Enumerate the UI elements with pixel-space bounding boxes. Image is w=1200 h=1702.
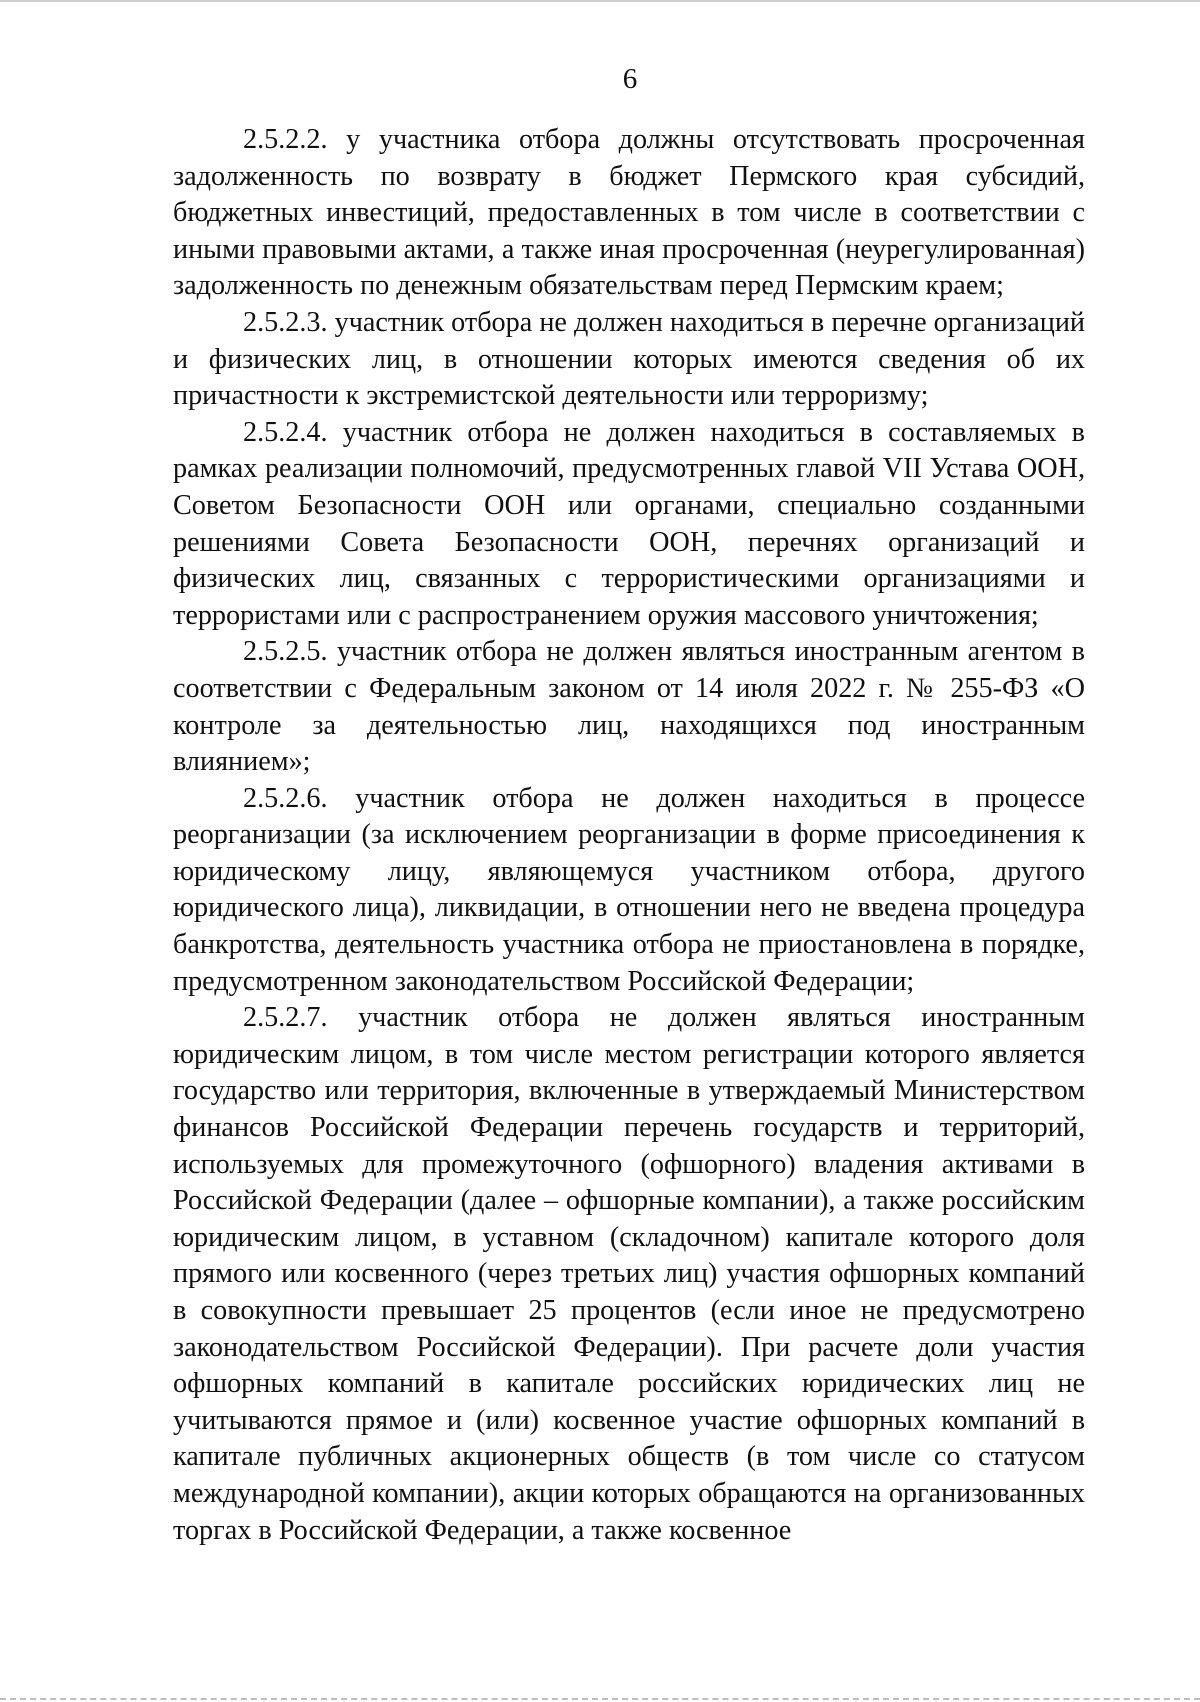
scan-top-edge: [0, 0, 1200, 2]
paragraph-2-5-2-4: 2.5.2.4. участник отбора не должен находиться в составляемых в рамках реализации полномочий, предусмотренных главой VII Устава ООН, Советом Безопасности ООН или органами, специально созданными решениями Совета Безопасности ООН, перечнях организаций и физических лиц, связанных с террористическими организациями и террористами или с распространением оружия массового уничтожения;: [173, 416, 1085, 631]
paragraph-2-5-2-3: 2.5.2.3. участник отбора не должен находиться в перечне организаций и физических лиц, в отношении которых имеются сведения об их причастности к экстремистской деятельности или терроризму;: [173, 306, 1085, 412]
document-body: [173, 122, 1085, 1549]
paragraph-2-5-2-7: 2.5.2.7. участник отбора не должен являться иностранным юридическим лицом, в том числе местом регистрации которого является государство или территория, включенные в утверждаемый Министерством финансов Российской Федерации перечень государств и территорий, используемых для промежуточного (офшорного) владения активами в Российской Федерации (далее – офшорные компании), а также российским юридическим лицом, в уставном (складочном) капитале которого доля прямого или косвенного (через третьих лиц) участия офшорных компаний в совокупности превышает 25 процентов (если иное не предусмотрено законодательством Российской Федерации). При расчете доли участия офшорных компаний в капитале российских юридических лиц не учитываются прямое и (или) косвенное участие офшорных компаний в капитале публичных акционерных обществ (в том числе со статусом международной компании), акции которых обращаются на организованных торгах в Российской Федерации, а также косвенное: [173, 1002, 1085, 1546]
page-number: 6: [622, 63, 638, 95]
paragraph-2-5-2-6: 2.5.2.6. участник отбора не должен находиться в процессе реорганизации (за исключением реорганизации в форме присоединения к юридическому лицу, являющемуся участником отбора, другого юридического лица), ликвидации, в отношении него не введена процедура банкротства, деятельность участника отбора не приостановлена в порядке, предусмотренном законодательством Российской Федерации;: [173, 782, 1085, 997]
paragraph-2-5-2-2: 2.5.2.2. у участника отбора должны отсутствовать просроченная задолженность по возврату в бюджет Пермского края субсидий, бюджетных инвестиций, предоставленных в том числе в соответствии с иными правовыми актами, а также иная просроченная (неурегулированная) задолженность по денежным обязательствам перед Пермским краем;: [173, 124, 1085, 302]
paragraph-2-5-2-5: 2.5.2.5. участник отбора не должен являться иностранным агентом в соответствии с Федеральным законом от 14 июля 2022 г. № 255-ФЗ «О контроле за деятельностью лиц, находящихся под иностранным влиянием»;: [173, 636, 1085, 778]
scan-bottom-edge: [0, 1698, 1200, 1700]
